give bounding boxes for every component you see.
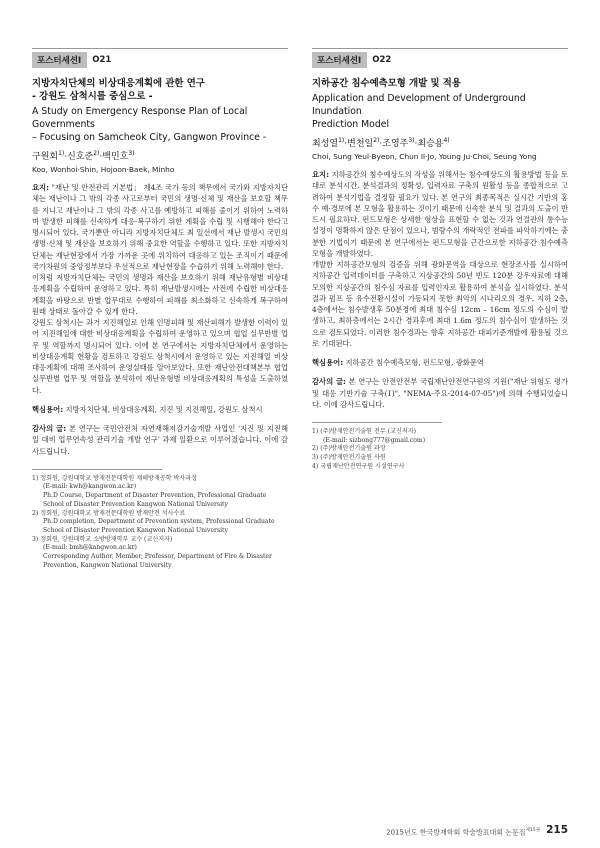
abstract-paragraph-2: 개발한 지하공간모형의 검증을 위해 광화문역을 대상으로 현장조사를 실시하여 지하공간 입력데이터를 구축하고 지상공간의 50년 빈도 120분 강우자료에 대해 모의한 지상공간의 침수심 자료를 입력인자로 활용하여 분석을 실시하였다. 분석결과 펌프 등 유수전환시설이 가동되지 못한 최악의 시나리오의 경우, 지하 2층, 4층에서는 침수발생후 50분경에 최대 침수심 12cm – 16cm 정도의 수심이 발생하고, 최하층에서는 2시간 경과후에 최대 1.6m 정도의 침수심이 발생하는 것으로 검토되었다. 이러한 침수경과는 향후 지하공간 대피기준개발에 활용될 것으로 기대된다. — [312, 260, 568, 348]
abstract-paragraph-3: 강원도 삼척시는 과거 지진해일로 인해 인명피해 및 재산피해가 발생한 이력이 있어 지진해일에 대한 비상대응계획을 수립하여 운영하고 있으며 협업 실무반별 업무 및 역할까지 명시되어 있다. 이에 본 연구에서는 지방자치단체에서 운영하는 비상대응계획 현황을 검토하고 강원도 삼척시에서 운영하고 있는 지진해일 비상대응계획에 대해 조사하여 운영실태를 알아보았다. 또한 재난안전대책본부 협업 실무반별 업무 및 역할을 분석하여 재난유형별 비상대응계획의 특성을 도출하였다. — [32, 318, 288, 395]
title-english — [312, 92, 568, 131]
keywords-label: 핵심용어: — [32, 404, 64, 414]
footnote: 2) 정회원, 강원대학교 방재전문대학원 방재안전 석사수료 Ph.D completion, Department of Prevention system, Professional Graduate School of Disaster Prevention Kangwon National University — [32, 509, 275, 534]
page-footer — [0, 824, 600, 840]
acknowledgement — [312, 376, 568, 410]
title-english-subtitle: – Focusing on Samcheok City, Gangwon Province - — [32, 132, 267, 143]
session-number: O21 — [92, 55, 112, 65]
session-number: O22 — [372, 55, 392, 65]
authors-korean: 최성열$^{1)}$·변천일$^{2)}$·조영주$^{3)}$·최승용$^{4)}$ — [312, 137, 450, 149]
footnote: 1) 정회원, 강원대학교 방재전문대학원 재해방재공학 박사과정 (E-mail: kwh@kangwon.ac.kr) Ph.D Course, Department of Disaster Prevention, Professional Graduate School of Disaster Prevention Kangwon National University — [32, 474, 267, 508]
title-english — [32, 105, 288, 144]
title-korean — [32, 77, 288, 103]
title-korean-subtitle: - 강원도 삼척시를 중심으로 - — [32, 91, 153, 102]
abstract-text: "재난 및 안전관리 기본법」 제4조 국가 등의 책무에서 국가와 지방자치단체는 재난이나 그 밖의 각종 사고로부터 국민의 생명·신체 및 재산을 보호할 책무를 지니고 재난이나 그 밖의 각종 사고를 예방하고 피해를 줄이기 위하여 노력하며 발생한 피해를 신속하게 대응·복구하기 위한 계획을 수립 및 시행해야 한다고 명시되어 있다. 국가뿐만 아니라 지방자치단체도 최 일선에서 재난 발생시 국민의 생명·신체 및 재산을 보호하기 위해 중요한 역할을 수행하고 있다. 또한 지방자치단체는 재난현장에서 가장 가까운 곳에 위치하여 대응하고 있는 조직이기 때문에 국가차원의 중앙정부보다 우선적으로 재난현장을 수습하기 위해 노력해야 한다. — [32, 183, 288, 271]
keywords-text: 지방자치단체, 비상대응계획, 지진 및 지진해일, 강원도 삼척시 — [65, 404, 263, 414]
keywords — [32, 404, 288, 415]
session-header — [312, 53, 568, 67]
column-top-rule — [312, 48, 568, 49]
abstract-text: 지하공간의 침수예상도의 작성을 위해서는 침수예상도의 활용방법 등을 토대로 분석시간, 분석결과의 정확성, 입력자료 구축의 원활성 등을 종합적으로 고려하여 분석기법을 결정할 필요가 있다. 본 연구의 최종목적은 실시간 기반의 홍수 예·경보에 본 모형을 활용하는 것이기 때문에 신속한 분석 및 결과의 도출이 반드시 필요하다. 펀드모형은 상세한 형상을 표현할 수 없는 것과 연결관의 통수능 설정이 명확하지 않은 단점이 있으나, 범람수의 개략적인 전파를 파악하기에는 충분한 기법이기 때문에 본 연구에서는 펀드모형을 근간으로한 지하공간 침수예측모형을 개발하였다. — [312, 170, 568, 258]
abstract — [32, 182, 288, 272]
session-tag: 포스터세션Ⅰ — [312, 52, 367, 68]
ack-text: 본 연구는 국민안전처 자연재해저감기술개발 사업인 '지진 및 지진해일 대비 업무연속성 관리기술 개발 연구' 과제 일환으로 이루어졌습니다. 이에 감사드립니다. — [32, 424, 289, 456]
authors-korean: 구원회$^{1)}$·신호준$^{2)}$·백민호$^{3)}$ — [32, 150, 135, 162]
session-header — [32, 53, 288, 67]
title-english-line: Prediction Model — [312, 119, 390, 130]
footnotes — [32, 469, 275, 571]
footnote: 1) (주)방재안전기술원 전무 (교신저자) (E-mail: sizbong777@gmail.com) — [312, 428, 426, 444]
article-o21 — [32, 48, 288, 570]
keywords-text: 지하공간 침수예측모형, 펀드모형, 광화문역 — [345, 358, 484, 367]
footnote: 3) 정회원, 강원대학교 소방방재학부 교수 (교신저자) (E-mail: bmh@kangwon.ac.kr) Corresponding Author, Member, Professor, Department of Fire & Disaster Prevention, Kangwon National University — [32, 535, 272, 569]
abstract-label: 요지: — [312, 170, 330, 179]
article-o22 — [312, 48, 568, 472]
abstract — [312, 169, 568, 259]
keywords — [312, 357, 568, 368]
acknowledgement — [32, 423, 288, 457]
title-english-line: Application and Development of Underground Inundation — [312, 93, 526, 117]
journal-title: 2015년도 한국방재학회 학술발표대회 논문집$^{제15권}$ — [386, 828, 540, 837]
page-number: 215 — [546, 824, 568, 836]
footnote: 3) (주)방재안전기술원 사원 — [312, 454, 386, 462]
keywords-label: 핵심용어: — [312, 358, 344, 367]
footnotes — [312, 422, 442, 472]
footnote: 4) 국립재난안전연구원 시설연구사 — [312, 462, 405, 470]
title-english-line: A Study on Emergency Response Plan of Local Governments — [32, 106, 248, 130]
authors-english: Choi, Sung Yeul·Byeon, Chun Il·Jo, Young Ju·Choi, Seung Yong — [312, 152, 537, 161]
footnote: 2) (주)방재안전기술원 과장 — [312, 445, 386, 453]
ack-text: 본 연구는 안전안전부 국립재난안전연구원의 지원("재난 위험도 평가 및 대응 기반기술 구축(Ⅰ)", "NEMA-주요-2014-07-05")에 의해 수행되었습니다. 이에 감사드립니다. — [312, 377, 569, 409]
ack-label: 감사의 글: — [312, 377, 346, 387]
session-tag: 포스터세션Ⅰ — [32, 52, 87, 68]
abstract-paragraph-2: 이처럼 지방자치단체는 국민의 생명과 재산을 보호하기 위해 재난유형별 비상대응계획을 수립하여 운영하고 있다. 특히 재난발생시에는 사전에 수립한 비상대응계획을 바탕으로 반별 업무대로 수행하여 피해를 최소화하고 신속하게 복구하여 원래 상태로 돌아갈 수 있게 한다. — [32, 273, 288, 316]
column-top-rule — [32, 48, 288, 49]
abstract-label: 요지: — [32, 183, 50, 192]
title-korean-line: 지방자치단체의 비상대응계획에 관한 연구 — [32, 78, 205, 89]
ack-label: 감사의 글: — [32, 424, 67, 433]
authors-english: Koo, Wonhoi·Shin, Hojoon·Baek, Minho — [32, 165, 175, 174]
title-korean: 지하공간 침수예측모형 개발 및 적용 — [312, 78, 461, 89]
